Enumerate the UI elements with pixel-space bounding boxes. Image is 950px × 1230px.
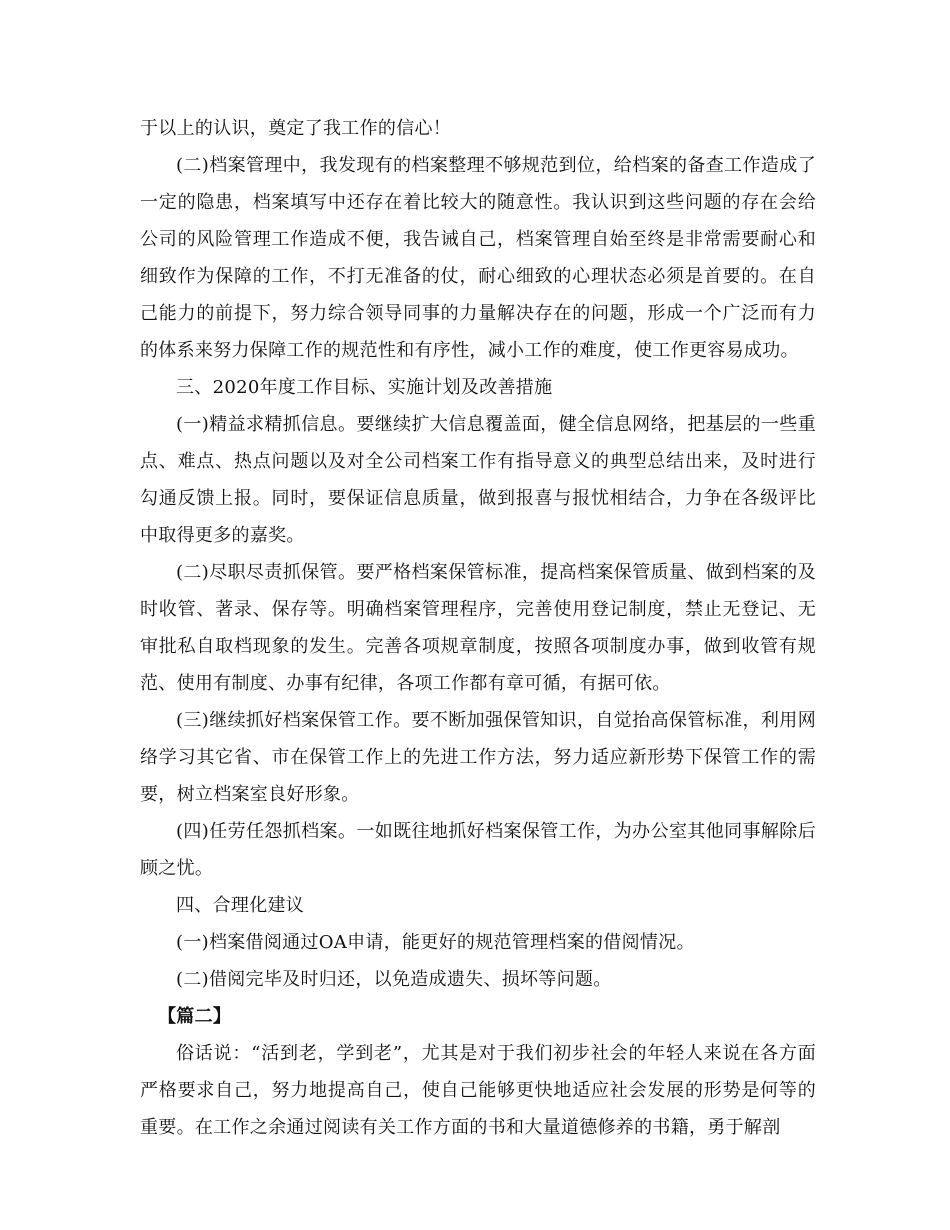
section-heading-suggestions: 四、合理化建议 [176, 895, 305, 916]
paragraph-part-two-intro: 俗话说：“活到老，学到老”，尤其是对于我们初步社会的年轻人来说在各方面严格要求自己，努力地提高自己，使自己能够更快地适应社会发展的形势是何等的重要。在工作之余通过阅读有关工作方面的书和大量道德修养的书籍，勇于解剖 [140, 1043, 816, 1138]
paragraph-goal-information: (一)精益求精抓信息。要继续扩大信息覆盖面，健全信息网络，把基层的一些重点、难点、热点问题以及对全公司档案工作有指导意义的典型总结出来，及时进行勾通反馈上报。同时，要保证信息质量，做到报喜与报忧相结合，力争在各级评比中取得更多的嘉奖。 [140, 414, 816, 546]
paragraph-suggestion-return: (二)借阅完毕及时归还，以免造成遗失、损坏等问题。 [176, 969, 612, 990]
paragraph-suggestion-oa: (一)档案借阅通过OA申请，能更好的规范管理档案的借阅情况。 [176, 932, 695, 953]
paragraph-goal-storage: (三)继续抓好档案保管工作。要不断加强保管知识，自觉抬高保管标准，利用网络学习其它省、市在保管工作上的先进工作方法，努力适应新形势下保管工作的需要，树立档案室良好形象。 [140, 710, 816, 805]
section-heading-goals: 三、2020年度工作目标、实施计划及改善措施 [176, 377, 553, 398]
paragraph-continuation: 于以上的认识，奠定了我工作的信心！ [140, 118, 452, 139]
document-body [140, 110, 816, 1146]
paragraph-goal-dedication: (四)任劳任怨抓档案。一如既往地抓好档案保管工作，为办公室其他同事解除后顾之忧。 [140, 821, 816, 879]
paragraph-goal-custody: (二)尽职尽责抓保管。要严格档案保管标准，提高档案保管质量、做到档案的及时收管、著录、保存等。明确档案管理程序，完善使用登记制度，禁止无登记、无审批私自取档现象的发生。完善各项规章制度，按照各项制度办事，做到收管有规范、使用有制度、办事有纪律，各项工作都有章可循，有据可依。 [140, 562, 816, 694]
paragraph-archive-issues: (二)档案管理中，我发现有的档案整理不够规范到位，给档案的备查工作造成了一定的隐患，档案填写中还存在着比较大的随意性。我认识到这些问题的存在会给公司的风险管理工作造成不便，我告诫自己，档案管理自始至终是非常需要耐心和细致作为保障的工作，不打无准备的仗，耐心细致的心理状态必须是首要的。在自己能力的前提下，努力综合领导同事的力量解决存在的问题，形成一个广泛而有力的体系来努力保障工作的规范性和有序性，减小工作的难度，使工作更容易成功。 [140, 155, 816, 361]
chapter-heading-part-two: 【篇二】 [158, 1006, 232, 1027]
